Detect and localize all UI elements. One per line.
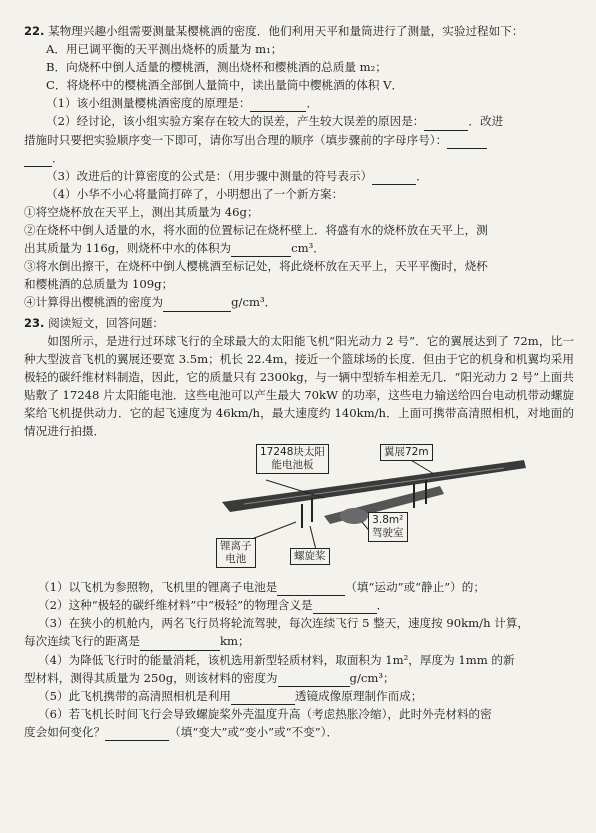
q23-s1-text: （1）以飞机为参照物，飞机里的锂离子电池是 (38, 580, 278, 595)
q22-density-blank[interactable] (163, 297, 231, 312)
solar-panels-label-line2: 能电池板 (271, 459, 314, 472)
q22-step-b: B．向烧杯中倒人适量的樱桃酒，测出烧杯和樱桃酒的总质量 m₂； (46, 60, 387, 75)
cockpit-label (368, 512, 408, 542)
q23-s2-line (24, 596, 574, 614)
battery-label-line1: 锂离子 (220, 540, 252, 553)
q22-sub2-order-end: ． (52, 150, 64, 165)
q23-s2-text: （2）这种“极轻的碳纤维材料”中“极轻”的物理含义是 (38, 598, 313, 613)
q23-s6b-text: 度会如何变化？ (24, 724, 106, 739)
q22-step4-4: ④计算得出樱桃酒的密度为 (24, 295, 164, 310)
q22-sub2-order-cont (24, 149, 574, 167)
q23-s3a: （3）在狭小的机舱内，两名飞行员将轮流驾驶，每次连续飞行 5 整天，速度按 90km/h 计算， (38, 616, 530, 631)
q22-step4-2b-line (24, 239, 574, 257)
q23-s5-blank[interactable] (231, 690, 295, 705)
propeller-label: 螺旋桨 (290, 548, 330, 565)
cockpit-label-line1: 3.8m² (372, 514, 404, 527)
q23-s4b-text: 型材料，测得其质量为 250g，则该材料的密度为 (24, 670, 278, 685)
q22-step4-3a: ③将水倒出擦干，在烧杯中倒人樱桃酒至标记处，将此烧杯放在天平上，天平平衡时，烧杯 (24, 259, 488, 274)
q22-sub1-blank[interactable] (250, 97, 306, 112)
q22-step-a: A．用已调平衡的天平测出烧杯的质量为 m₁； (46, 42, 283, 57)
q23-s3-blank[interactable] (140, 636, 220, 651)
q22-sub1-line (24, 94, 574, 112)
q23-title: 阅读短文，回答问题： (48, 315, 165, 330)
q23-paragraph: 如图所示，是进行过环球飞行的全球最大的太阳能飞机“阳光动力 2 号”．它的翼展达到了 72m，比一种大型波音飞机的翼展还要宽 3.5m；机长 22.4m，接近一个篮球场的长度．但由于它的机身和机翼均采用极轻的碳纤维材料制造，因此，它的质量只有 2300kg，与一辆中型轿车相差无几．“阳光动力 2 号”上面共贴敷了 17248 片太阳能电池．这些电池可以产生最大 70kW 的功率，这些电力输送给四台电动机带动螺旋桨给飞机提供动力．它的起飞速度为 46km/h，最大速度约 140km/h．上面可携带高清照相机，对地面的情况进行拍摄． (24, 333, 574, 439)
q22-sub2-order-blank[interactable] (447, 134, 487, 149)
q22-step4-4-unit: g/cm³． (231, 295, 277, 310)
battery-label (216, 538, 256, 568)
q22-water-volume-blank[interactable] (231, 242, 291, 257)
cockpit-shape (340, 508, 368, 524)
q23-s1-line (24, 578, 574, 596)
q22-step4-2b-unit: cm³． (291, 241, 325, 256)
q23-s1-blank[interactable] (277, 581, 345, 596)
q23-s2-end: ． (376, 598, 389, 613)
q22-step4-4-line (24, 293, 574, 311)
q23-s6b-end: （填“变大”或“变小”或“不变”）． (169, 724, 339, 739)
q23-s3b-text: 每次连续飞行的距离是 (24, 634, 140, 649)
q22-sub3-text: （3）改进后的计算密度的公式是：（用步骤中测量的符号表示） (46, 168, 373, 183)
q23-s6a: （6）若飞机长时间飞行会导致螺旋桨外壳温度升高（考虑热胀冷缩），此时外壳材料的密 (38, 706, 492, 721)
q22-sub1-end: ． (306, 96, 319, 111)
q23-s3b-end: km； (219, 634, 250, 649)
q22-step-c: C．将烧杯中的樱桃酒全部倒人量筒中，读出量筒中樱桃酒的体积 V． (46, 78, 404, 93)
q22-sub3-line (24, 167, 574, 185)
q22-sub2-text: （2）经讨论，该小组实验方案存在较大的误差，产生较大误差的原因是： (46, 114, 425, 129)
wingspan-label: 翼展72m (380, 444, 433, 461)
q23-s5-end: 透镜成像原理制作而成； (294, 688, 423, 703)
q22-sub2-order-text: 措施时只要把实验顺序变一下即可，请你写出合理的顺序（填步骤前的字母序号）： (24, 132, 448, 147)
q22-sub2-reason-blank[interactable] (424, 116, 468, 131)
q22-sub3-end: ． (416, 168, 428, 183)
q22-stem-line (24, 22, 574, 40)
q23-s4a: （4）为降低飞行时的能量消耗，该机选用新型轻质材料，取面积为 1m²，厚度为 1mm 的新 (38, 652, 515, 667)
q22-sub4: （4）小华不小心将量筒打碎了，小明想出了一个新方案： (46, 186, 344, 201)
q23-s4b-end: g/cm³； (349, 670, 395, 685)
q22-number: 22. (24, 24, 45, 38)
q23-number: 23. (24, 315, 45, 330)
q22-sub2-line (24, 112, 574, 130)
q23-s3b-line (24, 632, 574, 650)
q23-s2-blank[interactable] (313, 599, 377, 614)
q23-s4-blank[interactable] (278, 672, 350, 687)
q23-s5-line (24, 687, 574, 705)
q23-s6-blank[interactable] (105, 726, 169, 741)
q22-step4-2a: ②在烧杯中倒人适量的水，将水面的位置标记在烧杯壁上．将盛有水的烧杯放在天平上，测 (24, 223, 488, 238)
q22-sub3-blank[interactable] (372, 170, 416, 185)
q22-sub2-order-blank-cont[interactable] (24, 152, 52, 167)
solar-panels-label-line1: 17248块太阳 (260, 446, 325, 459)
q23-s4b-line (24, 669, 574, 687)
battery-label-line2: 电池 (225, 553, 247, 566)
q22-sub2-order-line (24, 131, 574, 149)
q22-step4-3b: 和樱桃酒的总质量为 109g； (24, 277, 174, 292)
q23-paragraph-block (24, 332, 574, 441)
q23-title-line (24, 314, 574, 332)
solar-panels-label (256, 444, 329, 474)
q22-step4-2b: 出其质量为 116g，则烧杯中水的体积为 (24, 241, 232, 256)
q23-s6b-line (24, 723, 574, 741)
q22-sub2-end: ．改进 (468, 114, 504, 129)
q23-s5-text: （5）此飞机携带的高清照相机是利用 (38, 688, 231, 703)
q22-stem: 某物理兴趣小组需要测量某樱桃酒的密度．他们利用天平和量筒进行了测量，实验过程如下： (48, 24, 524, 38)
q22-sub1-text: （1）该小组测量樱桃酒密度的原理是： (46, 96, 251, 111)
q23-s1-end: （填“运动”或“静止”）的； (345, 580, 485, 595)
solar-plane-figure (204, 442, 534, 574)
q22-step4-1: ①将空烧杯放在天平上，测出其质量为 46g； (24, 204, 259, 219)
cockpit-label-line2: 驾驶室 (372, 527, 404, 540)
